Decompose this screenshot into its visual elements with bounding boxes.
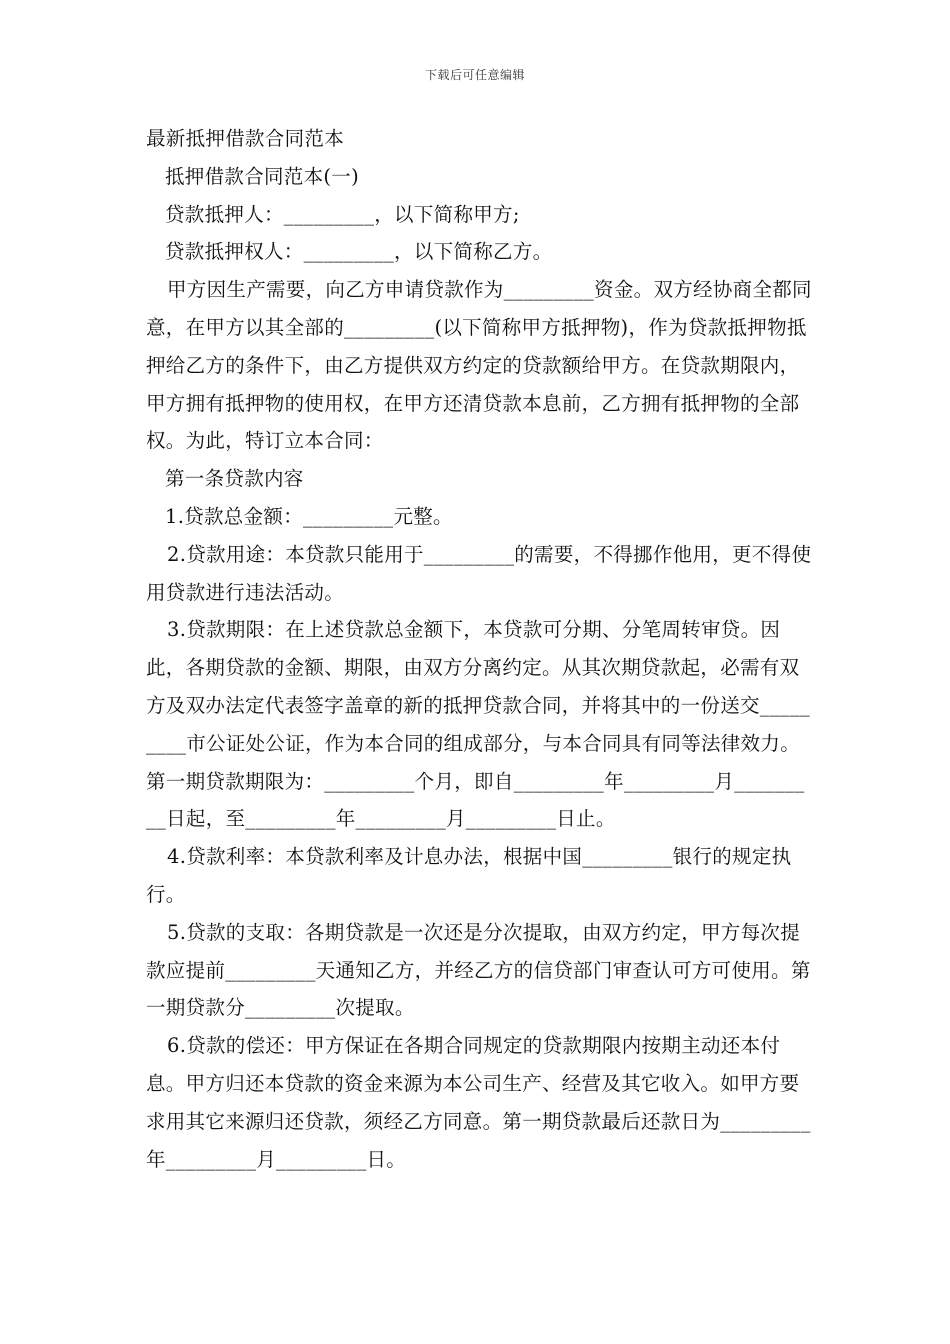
clause-2-purpose: 2.贷款用途：本贷款只能用于_________的需要，不得挪作他用，更不得使用贷款进行违法活动。 xyxy=(146,542,812,604)
document-subtitle: 抵押借款合同范本(一) xyxy=(165,164,360,188)
clause-3-term: 3.贷款期限：在上述贷款总金额下，本贷款可分期、分笔周转审贷。因此，各期贷款的金额、期限，由双方分离约定。从其次期贷款起，必需有双方及双办法定代表签字盖章的新的抵押贷款合同，并将其中的一份送交_________市公证处公证，作为本合同的组成部分，与本合同具有同等法律效力。第一期贷款期限为：_________个月，即自_________年_________月_________日起，至_________年_________月_________日止。 xyxy=(146,618,811,831)
preamble-paragraph: 甲方因生产需要，向乙方申请贷款作为_________资金。双方经协商全都同意，在甲方以其全部的_________(以下简称甲方抵押物)，作为贷款抵押物抵押给乙方的条件下，由乙方提供双方约定的贷款额给甲方。在贷款期限内，甲方拥有抵押物的使用权，在甲方还清贷款本息前，乙方拥有抵押物的全部权。为此，特订立本合同： xyxy=(146,278,812,453)
party-mortgagor: 贷款抵押人：_________，以下简称甲方; xyxy=(165,202,520,226)
article-1-heading: 第一条贷款内容 xyxy=(165,467,304,491)
clause-4-interest: 4.贷款利率：本贷款利率及计息办法，根据中国_________银行的规定执行。 xyxy=(146,845,792,906)
document-title: 最新抵押借款合同范本 xyxy=(146,127,345,150)
page-header: 下载后可任意编辑 xyxy=(424,68,525,82)
document-body xyxy=(146,120,814,1178)
clause-5-withdrawal: 5.贷款的支取：各期贷款是一次还是分次提取，由双方约定，甲方每次提款应提前_________天通知乙方，并经乙方的信贷部门审查认可方可使用。第一期贷款分_________次提取。 xyxy=(146,920,811,1020)
clause-6-repayment: 6.贷款的偿还：甲方保证在各期合同规定的贷款期限内按期主动还本付息。甲方归还本贷款的资金来源为本公司生产、经营及其它收入。如甲方要求用其它来源归还贷款，须经乙方同意。第一期贷款最后还款日为_________年_________月_________日。 xyxy=(146,1034,811,1171)
party-mortgagee: 贷款抵押权人：_________，以下简称乙方。 xyxy=(165,240,553,264)
clause-1-amount: 1.贷款总金额：_________元整。 xyxy=(165,504,453,528)
